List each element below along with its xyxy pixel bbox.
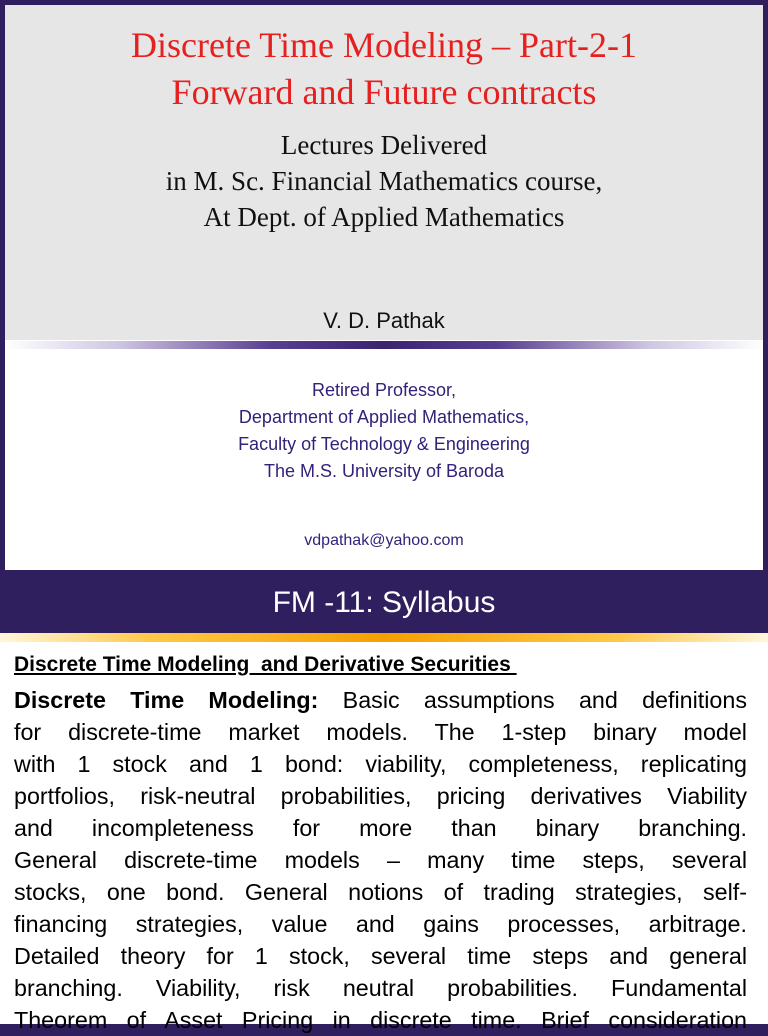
body-line: financing strategies, value and gains processes, arbitrage. <box>14 911 747 937</box>
decorative-divider <box>5 341 763 349</box>
body-line: and incompleteness for more than binary branching. <box>14 815 747 841</box>
body-line <box>14 684 747 716</box>
author-email: vdpathak@yahoo.com <box>304 532 464 549</box>
body-line: with 1 stock and 1 bond: viability, completeness, replicating <box>14 751 747 777</box>
subtitle-line3: At Dept. of Applied Mathematics <box>203 202 565 232</box>
title-slide-content <box>5 5 763 570</box>
body-line: General discrete-time models – many time steps, several <box>14 847 747 873</box>
body-text: Basic assumptions and definitions <box>318 687 747 713</box>
subtitle-line1: Lectures Delivered <box>280 130 488 160</box>
affiliation-line: The M.S. University of Baroda <box>263 461 505 481</box>
section-heading: Discrete Time Modeling and Derivative Securities <box>14 653 517 676</box>
author-name: V. D. Pathak <box>323 308 445 333</box>
body-line: for discrete-time market models. The 1-step binary model <box>14 719 747 745</box>
slide-header-title: FM -11: Syllabus <box>272 586 496 619</box>
subtitle-line2: in M. Sc. Financial Mathematics course, <box>165 166 603 196</box>
body-line: stocks, one bond. General notions of trading strategies, self- <box>14 879 747 905</box>
decorative-divider <box>0 633 768 642</box>
slide-title-line1: Discrete Time Modeling – Part-2-1 <box>131 25 637 65</box>
syllabus-slide <box>0 575 768 1033</box>
slide-title-line2: Forward and Future contracts <box>171 72 597 112</box>
affiliation-line: Retired Professor, <box>311 380 457 400</box>
body-line: Theorem of Asset Pricing in discrete time. Brief consideration <box>14 1007 747 1033</box>
body-line: portfolios, risk-neutral probabilities, pricing derivatives Viability <box>14 783 747 809</box>
affiliation-line: Faculty of Technology & Engineering <box>238 434 530 454</box>
slide-header <box>0 575 768 633</box>
body-line: branching. Viability, risk neutral probabilities. Fundamental <box>14 975 747 1001</box>
syllabus-body <box>14 684 747 1036</box>
affiliation-line: Department of Applied Mathematics, <box>238 407 530 427</box>
lead-term: Discrete Time Modeling: <box>14 687 319 713</box>
body-line: Detailed theory for 1 stock, several time steps and general <box>14 943 747 969</box>
